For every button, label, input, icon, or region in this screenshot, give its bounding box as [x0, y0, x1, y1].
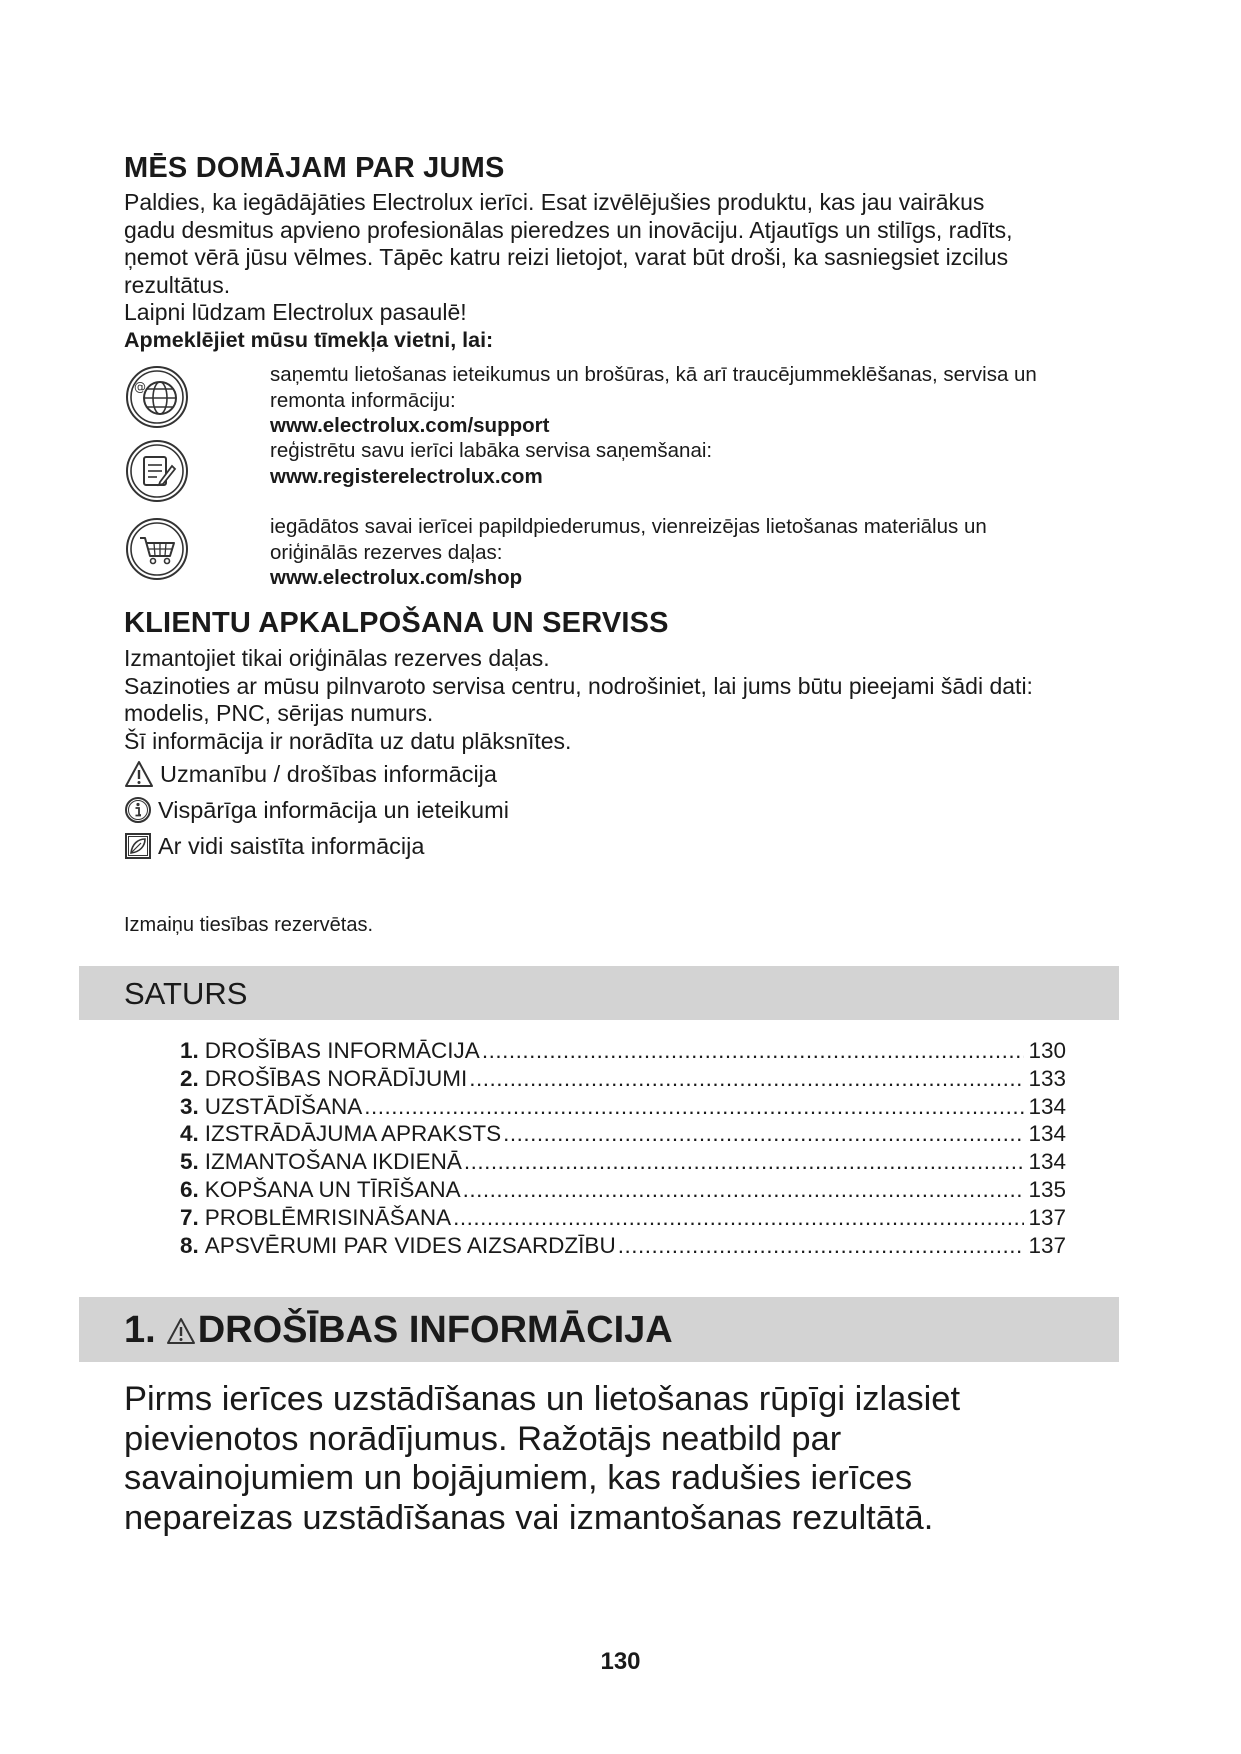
service-line: modelis, PNC, sērijas numurs.: [124, 700, 434, 726]
contents-title: SATURS: [124, 976, 248, 1011]
intro-line: rezultātus.: [124, 271, 231, 298]
service-title: KLIENTU APKALPOŠANA UN SERVISS: [124, 607, 669, 639]
toc-item[interactable]: [180, 1205, 1066, 1233]
toc-number: 2.: [180, 1065, 199, 1091]
page-number: 130: [600, 1648, 641, 1675]
toc-page: 137: [1028, 1232, 1066, 1258]
toc-number: 7.: [180, 1204, 199, 1230]
toc-label: UZSTĀDĪŠANA: [204, 1093, 363, 1119]
toc-label: APSVĒRUMI PAR VIDES AIZSARDZĪBU: [204, 1232, 616, 1258]
toc-page: 133: [1028, 1065, 1066, 1091]
toc-item[interactable]: [180, 1038, 1066, 1066]
leaf-icon: [124, 832, 152, 860]
legend-label: Uzmanību / drošības informācija: [160, 761, 497, 787]
web-item-shop: [124, 514, 1124, 594]
section-title: DROŠĪBAS INFORMĀCIJA: [197, 1309, 673, 1351]
toc-item[interactable]: [180, 1177, 1066, 1205]
toc-leader: [364, 1094, 1024, 1120]
legend-item-warning: [124, 756, 509, 792]
toc-number: 8.: [180, 1232, 199, 1258]
safety-header: [79, 1297, 1119, 1362]
service-line: Sazinoties ar mūsu pilnvaroto servisa centru, nodrošiniet, lai jums būtu pieejami šādi dati:: [124, 672, 1033, 699]
contents-header: [79, 966, 1119, 1020]
cart-icon: [124, 516, 190, 582]
toc-page: 130: [1028, 1038, 1066, 1063]
toc-number: 6.: [180, 1176, 199, 1202]
toc-label: DROŠĪBAS INFORMĀCIJA: [204, 1038, 480, 1063]
toc-leader: [469, 1066, 1024, 1092]
toc-leader: [463, 1177, 1025, 1203]
toc-number: 5.: [180, 1149, 199, 1175]
safety-line: pievienotos norādījumus. Ražotājs neatbild par: [124, 1419, 842, 1458]
web-item-line: oriģinālās rezerves daļas:: [270, 540, 503, 564]
rights-note: Izmaiņu tiesības rezervētas.: [124, 914, 373, 936]
register-icon: [124, 438, 190, 504]
service-line: Šī informācija ir norādīta uz datu plāksnītes.: [124, 727, 572, 754]
safety-title-row: [124, 1309, 673, 1352]
register-link[interactable]: www.registerelectrolux.com: [270, 464, 543, 488]
toc-page: 134: [1028, 1149, 1066, 1175]
web-item-line: reģistrētu savu ierīci labāka servisa saņemšanai:: [270, 439, 713, 462]
intro-line: ņemot vērā jūsu vēlmes. Tāpēc katru reizi lietojot, varat būt droši, ka sasniegsiet izcilus: [124, 244, 1009, 270]
web-item-text: [270, 362, 1230, 439]
toc-item[interactable]: [180, 1233, 1066, 1261]
svg-text:@: @: [134, 380, 146, 394]
toc-item[interactable]: [180, 1066, 1066, 1094]
toc-leader: [618, 1233, 1025, 1259]
intro-line: Paldies, ka iegādājāties Electrolux ierīci. Esat izvēlējušies produktu, kas jau vairākus: [124, 189, 985, 215]
legend-item-info: [124, 792, 509, 828]
web-item-support: [124, 362, 1124, 442]
toc-item[interactable]: [180, 1149, 1066, 1177]
table-of-contents: [180, 1038, 1066, 1260]
toc-number: 3.: [180, 1093, 199, 1119]
toc-item[interactable]: [180, 1121, 1066, 1149]
web-item-line: remonta informāciju:: [270, 388, 456, 412]
intro-title: MĒS DOMĀJAM PAR JUMS: [124, 152, 505, 184]
warning-icon: [124, 760, 154, 788]
safety-line: nepareizas uzstādīšanas vai izmantošanas rezultātā.: [124, 1498, 934, 1537]
web-item-text: [270, 514, 1230, 591]
legend-label: Vispārīga informācija un ieteikumi: [158, 797, 509, 823]
service-line: Izmantojiet tikai oriģinālas rezerves daļas.: [124, 645, 550, 671]
intro-paragraph: [124, 189, 1124, 354]
intro-line: Laipni lūdzam Electrolux pasaulē!: [124, 299, 467, 325]
toc-page: 134: [1028, 1093, 1066, 1119]
web-item-register: [124, 438, 1124, 518]
globe-icon: [124, 364, 190, 430]
shop-link[interactable]: www.electrolux.com/shop: [270, 566, 523, 589]
toc-label: KOPŠANA UN TĪRĪŠANA: [204, 1176, 461, 1202]
toc-label: PROBLĒMRISINĀŠANA: [204, 1204, 452, 1230]
warning-icon: [166, 1317, 196, 1345]
toc-label: IZSTRĀDĀJUMA APRAKSTS: [204, 1121, 502, 1147]
visit-label: Apmeklējiet mūsu tīmekļa vietni, lai:: [124, 327, 494, 352]
symbol-legend: [124, 756, 509, 864]
legend-label: Ar vidi saistīta informācija: [158, 833, 425, 859]
section-number: 1.: [124, 1309, 156, 1351]
web-item-line: iegādātos savai ierīcei papildpiederumus, vienreizējas lietošanas materiālus un: [270, 515, 987, 538]
toc-label: DROŠĪBAS NORĀDĪJUMI: [204, 1065, 468, 1091]
web-item-line: saņemtu lietošanas ieteikumus un brošūras, kā arī traucējummeklēšanas, servisa un: [270, 363, 1037, 386]
toc-leader: [453, 1205, 1024, 1231]
legend-item-environment: [124, 828, 509, 864]
safety-line: savainojumiem un bojājumiem, kas radušies ierīces: [124, 1459, 913, 1497]
toc-page: 135: [1028, 1176, 1066, 1202]
toc-item[interactable]: [180, 1094, 1066, 1122]
support-link[interactable]: www.electrolux.com/support: [270, 414, 550, 437]
toc-number: 4.: [180, 1121, 199, 1147]
toc-number: 1.: [180, 1038, 199, 1063]
web-item-text: [270, 438, 1230, 489]
intro-line: gadu desmitus apvieno profesionālas pieredzes un inovāciju. Atjautīgs un stilīgs, radīts,: [124, 216, 1013, 243]
toc-page: 137: [1028, 1204, 1066, 1230]
toc-label: IZMANTOŠANA IKDIENĀ: [204, 1149, 462, 1175]
toc-leader: [503, 1121, 1024, 1147]
safety-line: Pirms ierīces uzstādīšanas un lietošanas rūpīgi izlasiet: [124, 1380, 961, 1418]
info-icon: [124, 796, 152, 824]
service-paragraph: [124, 645, 1124, 755]
toc-leader: [482, 1038, 1025, 1064]
toc-page: 134: [1028, 1121, 1066, 1147]
safety-paragraph: [124, 1380, 1124, 1538]
toc-leader: [464, 1149, 1025, 1175]
